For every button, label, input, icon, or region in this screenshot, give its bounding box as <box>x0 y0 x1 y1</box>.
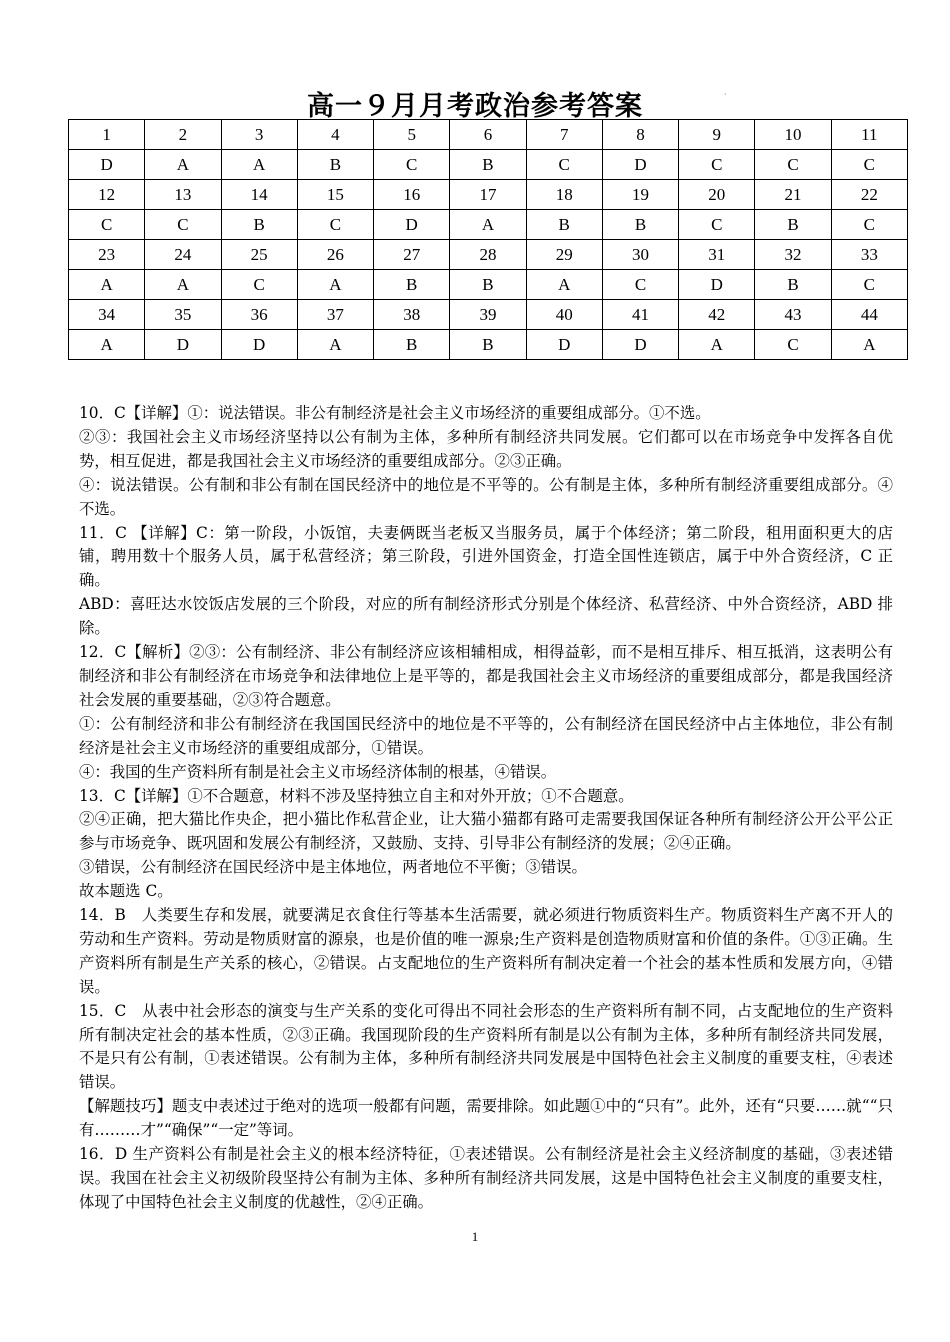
answer-cell: D <box>602 150 678 180</box>
answer-cell: A <box>69 330 145 360</box>
question-number-cell: 38 <box>374 300 450 330</box>
question-number-row <box>69 300 908 330</box>
question-number-cell: 12 <box>69 180 145 210</box>
answer-cell: B <box>297 150 373 180</box>
answer-cell: D <box>374 210 450 240</box>
explanation-paragraph: 16．D 生产资料公有制是社会主义的根本经济特征，①表述错误。公有制经济是社会主义经济制度的基础，③表述错误。我国在社会主义初级阶段坚持公有制为主体、多种所有制经济共同发展，这是中国特色社会主义制度的重要支柱，体现了中国特色社会主义制度的优越性，②④正确。 <box>79 1145 893 1211</box>
question-number-cell: 30 <box>602 240 678 270</box>
answer-cell: B <box>450 150 526 180</box>
answer-cell: C <box>831 210 907 240</box>
question-number-cell: 36 <box>221 300 297 330</box>
answer-cell: C <box>69 210 145 240</box>
answer-cell: D <box>526 330 602 360</box>
question-number-cell: 8 <box>602 120 678 150</box>
answer-cell: A <box>145 270 221 300</box>
explanation-paragraph: 13．C【详解】①不合题意，材料不涉及坚持独立自主和对外开放；①不合题意。 <box>79 786 634 805</box>
question-number-cell: 22 <box>831 180 907 210</box>
question-number-cell: 23 <box>69 240 145 270</box>
question-number-cell: 2 <box>145 120 221 150</box>
answer-cell: D <box>145 330 221 360</box>
answer-cell: B <box>374 330 450 360</box>
question-number-cell: 16 <box>374 180 450 210</box>
explanation-paragraph: ②④正确，把大猫比作央企，把小猫比作私营企业，让大猫小猫都有路可走需要我国保证各种所有制经济公开公平公正参与市场竞争、既巩固和发展公有制经济，又鼓励、支持、引导非公有制经济的发展；②④正确。 <box>79 810 893 853</box>
answer-cell: C <box>374 150 450 180</box>
answer-cell: A <box>526 270 602 300</box>
explanation-paragraph: ③错误，公有制经济在国民经济中是主体地位，两者地位不平衡；③错误。 <box>79 858 587 877</box>
explanation-paragraph: ④：我国的生产资料所有制是社会主义市场经济体制的根基，④错误。 <box>79 762 557 781</box>
answer-cell: C <box>679 150 755 180</box>
answer-cell: B <box>450 270 526 300</box>
question-number-cell: 34 <box>69 300 145 330</box>
question-number-cell: 14 <box>221 180 297 210</box>
question-number-cell: 41 <box>602 300 678 330</box>
answer-cell: B <box>450 330 526 360</box>
question-number-cell: 40 <box>526 300 602 330</box>
question-number-cell: 3 <box>221 120 297 150</box>
explanation-paragraph: 故本题选 C。 <box>79 882 173 901</box>
question-number-cell: 19 <box>602 180 678 210</box>
answer-cell: B <box>602 210 678 240</box>
question-number-cell: 42 <box>679 300 755 330</box>
answer-cell: A <box>69 270 145 300</box>
question-number-cell: 20 <box>679 180 755 210</box>
answer-cell: A <box>297 330 373 360</box>
answer-cell: D <box>69 150 145 180</box>
answer-row <box>69 270 908 300</box>
question-number-cell: 15 <box>297 180 373 210</box>
answer-cell: A <box>679 330 755 360</box>
answer-cell: D <box>602 330 678 360</box>
answer-row <box>69 210 908 240</box>
answer-cell: B <box>221 210 297 240</box>
question-number-cell: 33 <box>831 240 907 270</box>
answer-cell: C <box>526 150 602 180</box>
answer-cell: C <box>145 210 221 240</box>
question-number-cell: 27 <box>374 240 450 270</box>
question-number-cell: 10 <box>755 120 831 150</box>
explanation-paragraph: 【解题技巧】题支中表述过于绝对的选项一般都有问题，需要排除。如此题①中的“只有”。此外，还有“只要……就““只有………才”“确保”“一定”等词。 <box>79 1097 893 1140</box>
explanation-paragraph: ABD：喜旺达水饺饭店发展的三个阶段，对应的所有制经济形式分别是个体经济、私营经济、中外合资经济，ABD 排除。 <box>79 595 893 638</box>
decorative-dot: · <box>724 90 727 99</box>
question-number-cell: 43 <box>755 300 831 330</box>
answer-cell: B <box>526 210 602 240</box>
question-number-cell: 21 <box>755 180 831 210</box>
answer-row <box>69 330 908 360</box>
question-number-cell: 35 <box>145 300 221 330</box>
explanation-section <box>79 402 893 1215</box>
question-number-row <box>69 240 908 270</box>
question-number-cell: 6 <box>450 120 526 150</box>
question-number-cell: 29 <box>526 240 602 270</box>
page-number: 1 <box>471 1229 479 1244</box>
question-number-cell: 13 <box>145 180 221 210</box>
answer-cell: C <box>602 270 678 300</box>
question-number-cell: 9 <box>679 120 755 150</box>
answer-cell: D <box>679 270 755 300</box>
answer-cell: B <box>755 270 831 300</box>
question-number-row <box>69 120 908 150</box>
answer-table <box>68 119 908 360</box>
answer-row <box>69 150 908 180</box>
question-number-cell: 26 <box>297 240 373 270</box>
explanation-paragraph: ④：说法错误。公有制和非公有制在国民经济中的地位是不平等的。公有制是主体，多种所有制经济重要组成部分。④不选。 <box>79 475 893 518</box>
answer-cell: C <box>755 150 831 180</box>
question-number-cell: 18 <box>526 180 602 210</box>
question-number-cell: 1 <box>69 120 145 150</box>
question-number-cell: 25 <box>221 240 297 270</box>
question-number-cell: 32 <box>755 240 831 270</box>
answer-cell: B <box>374 270 450 300</box>
question-number-cell: 7 <box>526 120 602 150</box>
answer-cell: C <box>679 210 755 240</box>
explanation-paragraph: 15．C 从表中社会形态的演变与生产关系的变化可得出不同社会形态的生产资料所有制不同，占支配地位的生产资料所有制决定社会的基本性质，②③正确。我国现阶段的生产资料所有制是以公有制为主体，多种所有制经济共同发展，不是只有公有制，①表述错误。公有制为主体，多种所有制经济共同发展是中国特色社会主义制度的重要支柱，④表述错误。 <box>79 1001 893 1092</box>
explanation-paragraph: 11．C 【详解】C：第一阶段，小饭馆，夫妻俩既当老板又当服务员，属于个体经济；第二阶段，租用面积更大的店铺，聘用数十个服务人员，属于私营经济；第三阶段，引进外国资金，打造全国性连锁店，属于中外合资经济，C 正确。 <box>79 523 893 590</box>
explanation-paragraph: ②③：我国社会主义市场经济坚持以公有制为主体，多种所有制经济共同发展。它们都可以在市场竞争中发挥各自优势，相互促进，都是我国社会主义市场经济的重要组成部分。②③正确。 <box>79 427 893 470</box>
question-number-cell: 44 <box>831 300 907 330</box>
question-number-cell: 37 <box>297 300 373 330</box>
answer-cell: A <box>297 270 373 300</box>
question-number-cell: 17 <box>450 180 526 210</box>
answer-cell: A <box>145 150 221 180</box>
page-title: 高一９月月考政治参考答案 <box>307 91 643 122</box>
question-number-cell: 5 <box>374 120 450 150</box>
question-number-cell: 39 <box>450 300 526 330</box>
question-number-cell: 28 <box>450 240 526 270</box>
explanation-paragraph: 10．C【详解】①：说法错误。非公有制经济是社会主义市场经济的重要组成部分。①不选。 <box>79 404 711 422</box>
answer-cell: A <box>221 150 297 180</box>
question-number-cell: 31 <box>679 240 755 270</box>
answer-cell: B <box>755 210 831 240</box>
answer-cell: C <box>221 270 297 300</box>
answer-cell: C <box>755 330 831 360</box>
answer-cell: C <box>831 150 907 180</box>
explanation-paragraph: 12．C【解析】②③：公有制经济、非公有制经济应该相辅相成，相得益彰，而不是相互排斥、相互抵消，这表明公有制经济和非公有制经济在市场竞争和法律地位上是平等的，都是我国社会主义市场经济的重要组成部分，都是我国经济社会发展的重要基础，②③符合题意。 <box>79 643 893 709</box>
question-number-cell: 4 <box>297 120 373 150</box>
question-number-row <box>69 180 908 210</box>
answer-cell: C <box>297 210 373 240</box>
answer-cell: C <box>831 270 907 300</box>
answer-cell: A <box>831 330 907 360</box>
explanation-paragraph: ①：公有制经济和非公有制经济在我国国民经济中的地位是不平等的，公有制经济在国民经济中占主体地位，非公有制经济是社会主义市场经济的重要组成部分，①错误。 <box>79 714 893 757</box>
question-number-cell: 11 <box>831 120 907 150</box>
answer-cell: A <box>450 210 526 240</box>
answer-cell: D <box>221 330 297 360</box>
question-number-cell: 24 <box>145 240 221 270</box>
explanation-paragraph: 14．B 人类要生存和发展，就要满足衣食住行等基本生活需要，就必须进行物质资料生产。物质资料生产离不开人的劳动和生产资料。劳动是物质财富的源泉，也是价值的唯一源泉;生产资料是创造物质财富和价值的条件。①③正确。生产资料所有制是生产关系的核心，②错误。占支配地位的生产资料所有制决定着一个社会的基本性质和发展方向，④错误。 <box>79 906 893 996</box>
